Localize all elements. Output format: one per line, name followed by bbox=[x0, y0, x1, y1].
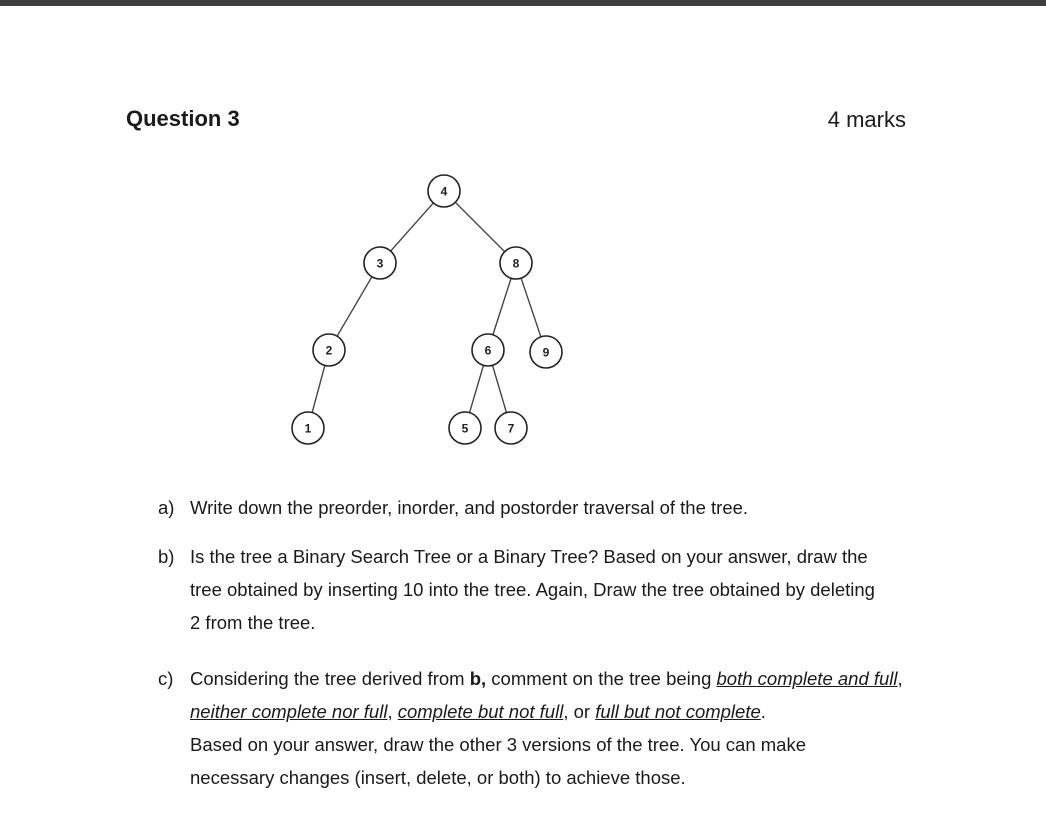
part-b-line-1: Is the tree a Binary Search Tree or a Binary Tree? Based on your answer, draw the bbox=[190, 546, 868, 567]
tree-node-4 bbox=[428, 175, 460, 207]
part-a-label: a) bbox=[158, 497, 175, 518]
tree-node-label: 1 bbox=[304, 421, 312, 436]
part-c-pre: Considering the tree derived from bbox=[190, 668, 470, 689]
tree-node-3 bbox=[364, 247, 396, 279]
part-c-text bbox=[190, 662, 918, 794]
tree-node-label: 6 bbox=[484, 343, 492, 358]
option-full-but-not-complete: full but not complete bbox=[595, 701, 761, 722]
part-c-sep-2: , bbox=[387, 701, 398, 722]
tree-node-label: 3 bbox=[376, 256, 384, 271]
tree-node-1 bbox=[292, 412, 324, 444]
part-c-line-3: Based on your answer, draw the other 3 versions of the tree. You can make bbox=[190, 734, 807, 755]
question-marks: 4 marks bbox=[827, 107, 906, 132]
tree-node-8 bbox=[500, 247, 532, 279]
tree-node-label: 5 bbox=[461, 421, 469, 436]
tree-node-label: 7 bbox=[507, 421, 515, 436]
tree-edge-3-2 bbox=[337, 277, 372, 336]
part-b-label: b) bbox=[158, 546, 175, 567]
tree-node-2 bbox=[313, 334, 345, 366]
part-b-line-2: tree obtained by inserting 10 into the tree. Again, Draw the tree obtained by deleting bbox=[190, 579, 875, 600]
tree-edge-4-3 bbox=[391, 203, 434, 251]
part-c-line-4: necessary changes (insert, delete, or both) to achieve those. bbox=[190, 767, 686, 788]
tree-node-6 bbox=[472, 334, 504, 366]
tree-node-5 bbox=[449, 412, 481, 444]
tree-node-9 bbox=[530, 336, 562, 368]
part-c-bold-ref: b, bbox=[469, 668, 487, 689]
tree-edge-8-9 bbox=[521, 278, 541, 337]
question-title: Question 3 bbox=[126, 106, 240, 131]
part-a-text: Write down the preorder, inorder, and postorder traversal of the tree. bbox=[190, 497, 749, 518]
tree-node-label: 9 bbox=[542, 345, 550, 360]
tree-edge-6-7 bbox=[493, 365, 507, 412]
part-c bbox=[158, 662, 918, 794]
part-b-line-3: 2 from the tree. bbox=[190, 612, 316, 633]
part-c-sep-1: , bbox=[897, 668, 903, 689]
tree-node-label: 4 bbox=[440, 184, 448, 199]
part-c-end: . bbox=[760, 701, 766, 722]
part-c-sep-3: , or bbox=[563, 701, 596, 722]
part-c-label: c) bbox=[158, 668, 174, 689]
option-complete-but-not-full: complete but not full bbox=[397, 701, 564, 722]
tree-node-label: 8 bbox=[512, 256, 520, 271]
tree-node-7 bbox=[495, 412, 527, 444]
part-a bbox=[158, 491, 918, 524]
tree-edge-4-8 bbox=[455, 202, 504, 251]
option-both-complete-and-full: both complete and full bbox=[716, 668, 898, 689]
tree-edge-6-5 bbox=[470, 365, 484, 412]
part-c-post: comment on the tree being bbox=[486, 668, 717, 689]
option-neither-complete-nor-full: neither complete nor full bbox=[190, 701, 388, 722]
tree-edge-2-1 bbox=[312, 365, 325, 412]
tree-node-label: 2 bbox=[325, 343, 333, 358]
part-b bbox=[158, 540, 918, 639]
tree-edge-8-6 bbox=[493, 278, 511, 335]
